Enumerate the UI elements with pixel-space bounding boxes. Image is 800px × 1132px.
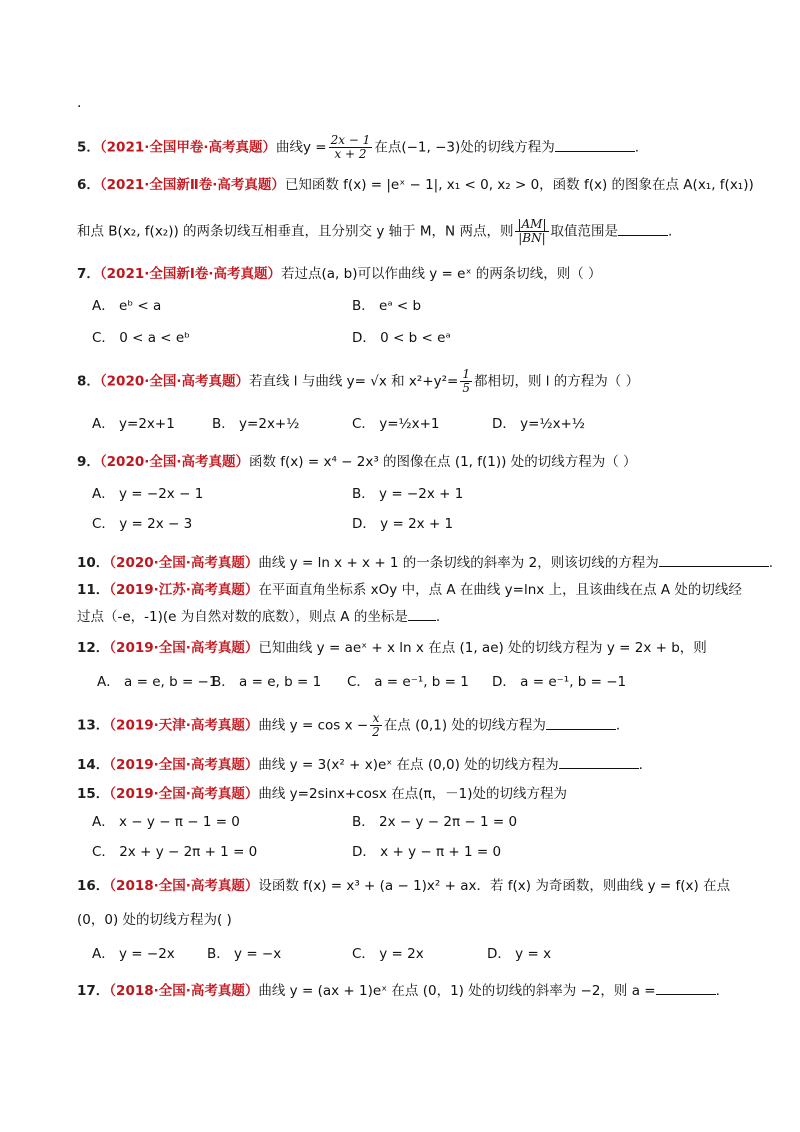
option-b[interactable]: B． y=2x+½ — [212, 416, 300, 432]
question-source: （2019·江苏·高考真题） — [109, 582, 259, 598]
option-c[interactable]: C． 0 < a < eᵇ — [92, 330, 190, 346]
question-number: 11． — [77, 582, 110, 598]
question-text: 曲线 y=2sinx+cosx 在点(π，－1)处的切线方程为 — [258, 786, 567, 802]
question-11-line2 — [77, 606, 440, 627]
option-d[interactable]: D． a = e⁻¹, b = −1 — [492, 674, 627, 690]
question-source: （2018·全国·高考真题） — [109, 878, 259, 894]
question-6-line2 — [77, 218, 672, 245]
period: . — [634, 139, 640, 156]
question-number: 10． — [77, 555, 110, 571]
top-mark: . — [77, 95, 82, 111]
question-text: 在平面直角坐标系 xOy 中，点 A 在曲线 y=lnx 上，且该曲线在点 A 处的切线经 — [258, 582, 742, 598]
answer-blank — [618, 221, 668, 236]
option-a[interactable]: A． y=2x+1 — [92, 416, 175, 432]
fraction: $\frac{|AM|}{|BN|}$ — [517, 217, 547, 245]
option-d[interactable]: D． 0 < b < eᵃ — [352, 330, 451, 346]
question-number: 9． — [77, 454, 100, 470]
question-11 — [77, 580, 742, 600]
question-text: 曲线 y = ln x + x + 1 的一条切线的斜率为 2，则该切线的方程为 — [258, 555, 659, 571]
question-text: (0，0) 处的切线方程为( ) — [77, 912, 232, 928]
question-number: 16． — [77, 878, 110, 894]
option-a[interactable]: A． y = −2x − 1 — [92, 486, 204, 502]
question-10 — [77, 552, 773, 573]
question-text: 曲线 y = cos x − — [258, 717, 369, 734]
question-source: （2021·全国新Ⅰ卷·高考真题） — [99, 266, 282, 282]
question-number: 17． — [77, 983, 110, 999]
option-b[interactable]: B． eᵃ < b — [352, 298, 422, 314]
answer-blank — [546, 715, 616, 730]
question-17 — [77, 980, 720, 1001]
question-text: 设函数 f(x) = x³ + (a − 1)x² + ax．若 f(x) 为奇函数，则曲线 y = f(x) 在点 — [258, 878, 731, 894]
option-a[interactable]: A． x − y − π − 1 = 0 — [92, 814, 240, 830]
question-5 — [77, 134, 639, 161]
option-b[interactable]: B． y = −2x + 1 — [352, 486, 464, 502]
option-c[interactable]: C． y = 2x — [352, 946, 424, 962]
option-c[interactable]: C． y=½x+1 — [352, 416, 440, 432]
question-7 — [77, 264, 602, 284]
option-c[interactable]: C． y = 2x − 3 — [92, 516, 193, 532]
option-c[interactable]: C． 2x + y − 2π + 1 = 0 — [92, 844, 258, 860]
period: . — [435, 609, 441, 625]
question-source: （2018·全国·高考真题） — [109, 983, 259, 999]
question-8 — [77, 368, 639, 395]
period: . — [615, 717, 621, 734]
question-text: 曲线 y = 3(x² + x)eˣ 在点 (0,0) 处的切线方程为 — [258, 757, 559, 773]
question-source: （2019·天津·高考真题） — [109, 717, 259, 734]
fraction: $\frac{1}{5}$ — [462, 367, 470, 395]
question-number: 12． — [77, 640, 110, 656]
question-text: 和点 B(x₂, f(x₂)) 的两条切线互相垂直，且分别交 y 轴于 M，N 两点，则 — [77, 223, 514, 240]
question-text: 已知函数 f(x) = |eˣ − 1|, x₁ < 0, x₂ > 0，函数 f(x) 的图象在点 A(x₁, f(x₁)) — [284, 177, 754, 193]
period: . — [768, 555, 773, 571]
answer-blank — [555, 137, 635, 152]
fraction: $\frac{x}{2}$ — [372, 711, 380, 739]
question-6 — [77, 175, 754, 195]
question-number: 15． — [77, 786, 110, 802]
answer-blank — [408, 606, 436, 621]
option-a[interactable]: A． eᵇ < a — [92, 298, 162, 314]
question-9 — [77, 452, 637, 472]
option-a[interactable]: A． y = −2x — [92, 946, 175, 962]
period: . — [715, 983, 720, 999]
option-d[interactable]: D． y=½x+½ — [492, 416, 585, 432]
question-number: 6． — [77, 177, 100, 193]
question-16-line2 — [77, 910, 232, 930]
option-b[interactable]: B． y = −x — [207, 946, 282, 962]
question-number: 8． — [77, 373, 100, 390]
option-b[interactable]: B． a = e, b = 1 — [212, 674, 322, 690]
period: . — [668, 223, 673, 240]
question-text: 函数 f(x) = x⁴ − 2x³ 的图像在点 (1, f(1)) 处的切线方程为（ ） — [249, 454, 637, 470]
question-source: （2019·全国·高考真题） — [109, 640, 259, 656]
option-b[interactable]: B． 2x − y − 2π − 1 = 0 — [352, 814, 518, 830]
question-text: 曲线y = — [276, 139, 327, 156]
question-text: 取值范围是 — [550, 223, 618, 240]
question-13 — [77, 712, 620, 739]
option-d[interactable]: D． y = 2x + 1 — [352, 516, 454, 532]
question-15 — [77, 784, 567, 804]
option-d[interactable]: D． x + y − π + 1 = 0 — [352, 844, 502, 860]
question-source: （2021·全国甲卷·高考真题） — [99, 139, 276, 156]
question-14 — [77, 754, 643, 775]
question-source: （2020·全国·高考真题） — [99, 454, 249, 470]
option-a[interactable]: A． a = e, b = −1 — [97, 674, 218, 690]
question-number: 7． — [77, 266, 100, 282]
question-number: 14． — [77, 757, 110, 773]
option-c[interactable]: C． a = e⁻¹, b = 1 — [347, 674, 469, 690]
question-text: 过点（-e，-1)(e 为自然对数的底数），则点 A 的坐标是 — [77, 609, 408, 625]
question-12 — [77, 638, 707, 658]
answer-blank — [659, 552, 769, 567]
fraction: $\frac{2x - 1}{x + 2}$ — [330, 133, 371, 161]
question-source: （2019·全国·高考真题） — [109, 757, 259, 773]
question-source: （2020·全国·高考真题） — [109, 555, 259, 571]
question-text: 在点 (0,1) 处的切线方程为 — [383, 717, 546, 734]
question-number: 13． — [77, 717, 110, 734]
question-source: （2020·全国·高考真题） — [99, 373, 249, 390]
question-text: 在点(−1, −3)处的切线方程为 — [374, 139, 555, 156]
question-text: 曲线 y = (ax + 1)eˣ 在点 (0，1) 处的切线的斜率为 −2，则 a = — [258, 983, 656, 999]
question-source: （2021·全国新Ⅱ卷·高考真题） — [99, 177, 285, 193]
answer-blank — [656, 980, 716, 995]
question-16 — [77, 876, 730, 896]
question-text: 都相切，则 l 的方程为（ ） — [473, 373, 640, 390]
option-d[interactable]: D． y = x — [487, 946, 552, 962]
question-text: 已知曲线 y = aeˣ + x ln x 在点 (1, ae) 处的切线方程为 y = 2x + b，则 — [258, 640, 707, 656]
question-source: （2019·全国·高考真题） — [109, 786, 259, 802]
answer-blank — [559, 754, 639, 769]
question-text: 若直线 l 与曲线 y= √x 和 x²+y²= — [249, 373, 459, 390]
question-text: 若过点(a, b)可以作曲线 y = eˣ 的两条切线，则（ ） — [281, 266, 602, 282]
question-number: 5． — [77, 139, 100, 156]
period: . — [638, 757, 643, 773]
